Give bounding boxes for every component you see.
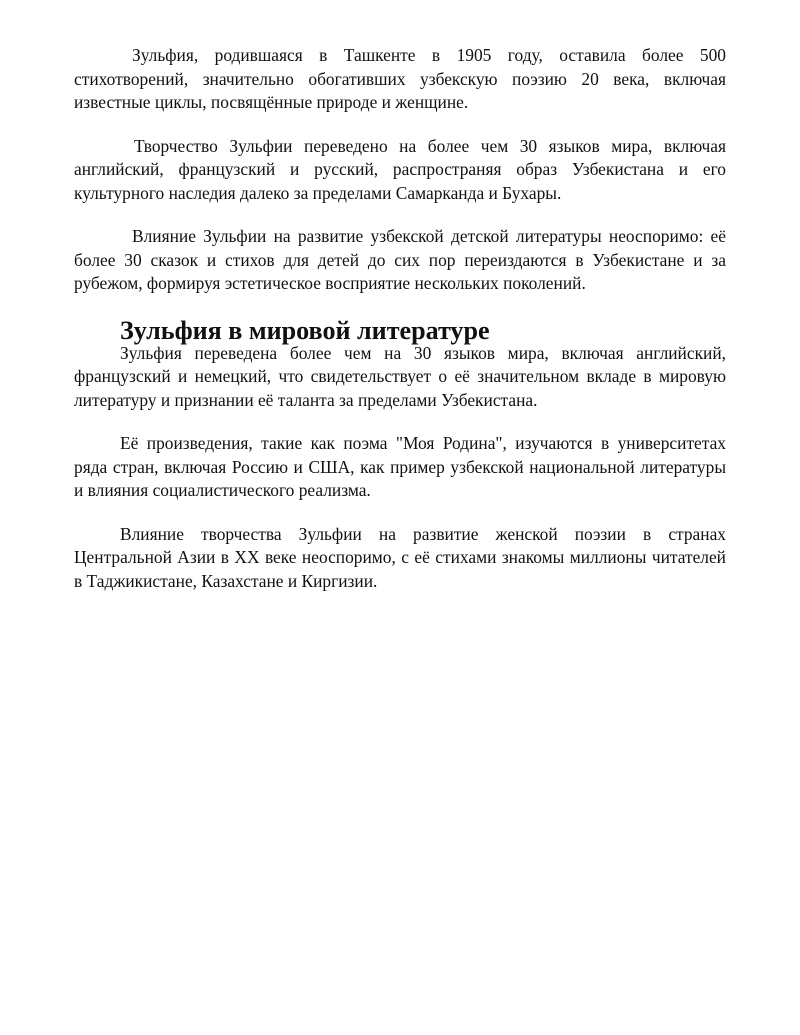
paragraph-translations: Творчество Зульфии переведено на более чем 30 языков мира, включая английский, французский и русский, распространяя образ Узбекистана и его культурного наследия далеко за пределами Самарканда и Бухары. [74,135,726,203]
paragraph-children-literature: Влияние Зульфии на развитие узбекской детской литературы неоспоримо: её более 30 сказок и стихов для детей до сих пор переиздаются в Узбекистане и за рубежом, формируя эстетическое восприятие нескольких поколений. [74,226,726,293]
paragraph-university-study: Её произведения, такие как поэма "Моя Родина", изучаются в университетах ряда стран, включая Россию и США, как пример узбекской национальной литературы и влияния социалистического реализма. [74,433,726,500]
paragraph-world-literature: Зульфия переведена более чем на 30 языков мира, включая английский, французский и немецкий, что свидетельствует о её значительном вкладе в мировую литературу и признании её таланта за пределами Узбекистана. [74,342,726,410]
section-heading: Зульфия в мировой литературе [120,315,490,345]
paragraph-birth-and-poems: Зульфия, родившаяся в Ташкенте в 1905 году, оставила более 500 стихотворений, значительно обогативших узбекскую поэзию 20 века, включая известные циклы, посвящённые природе и женщине. [74,45,726,112]
document-page [74,44,726,593]
paragraph-central-asia-influence: Влияние творчества Зульфии на развитие женской поэзии в странах Центральной Азии в XX веке неоспоримо, с её стихами знакомы миллионы читателей в Таджикистане, Казахстане и Киргизии. [74,523,726,591]
